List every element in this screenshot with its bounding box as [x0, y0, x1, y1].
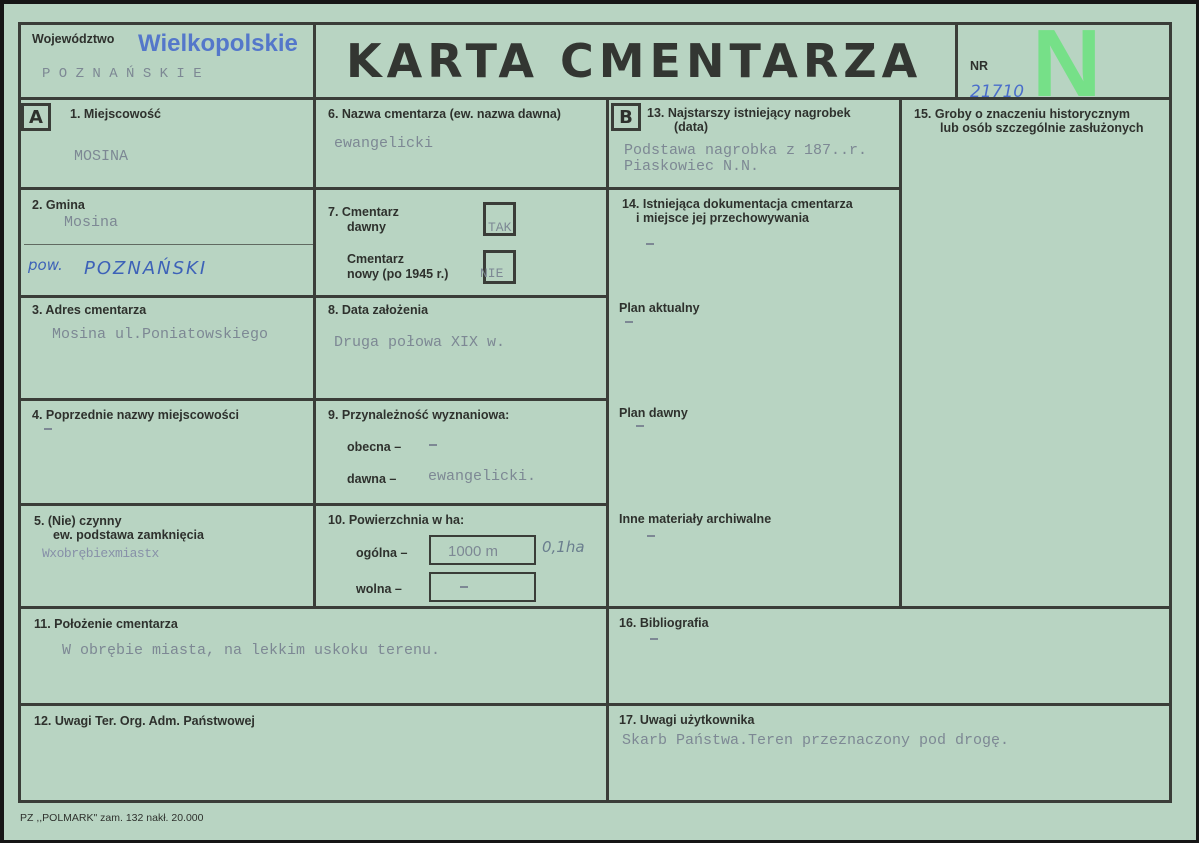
wojewodztwo-label: Województwo: [32, 32, 115, 46]
ogolna-label: ogólna –: [356, 546, 408, 560]
field-7-dawny-label-1: 7. Cmentarz: [328, 205, 399, 219]
field-5-value-struck[interactable]: Wxobrębiexmiastx: [42, 546, 159, 561]
field-16-label: 16. Bibliografia: [619, 616, 709, 630]
field-12-label: 12. Uwagi Ter. Org. Adm. Państwowej: [34, 714, 255, 728]
field-17-label: 17. Uwagi użytkownika: [619, 713, 755, 727]
section-a-badge: A: [21, 103, 51, 131]
field-16-value-dash: [650, 638, 658, 640]
field-10-label: 10. Powierzchnia w ha:: [328, 513, 465, 527]
field-9-label: 9. Przynależność wyznaniowa:: [328, 408, 510, 422]
inne-dash: [647, 535, 655, 537]
obecna-label: obecna –: [347, 440, 402, 454]
plan-aktualny-dash: [625, 321, 633, 323]
plan-dawny-dash: [636, 425, 644, 427]
field-17-value[interactable]: Skarb Państwa.Teren przeznaczony pod drogę.: [622, 732, 1010, 749]
dawna-value[interactable]: ewangelicki.: [428, 468, 537, 485]
field-6-label: 6. Nazwa cmentarza (ew. nazwa dawna): [328, 107, 561, 121]
powiat-prefix: pow.: [28, 256, 63, 274]
field-13-label-2: (data): [674, 120, 709, 134]
field-11-value[interactable]: W obrębie miasta, na lekkim uskoku terenu.: [62, 642, 441, 659]
cemetery-card: [4, 4, 1196, 840]
field-4-label: 4. Poprzednie nazwy miejscowości: [32, 408, 240, 422]
field-5-label-1: 5. (Nie) czynny: [34, 514, 122, 528]
dawny-value: TAK: [488, 220, 512, 235]
field-2-value[interactable]: Mosina: [64, 214, 119, 231]
wolna-value-dash: [460, 586, 468, 588]
printer-imprint: PZ ,,POLMARK" zam. 132 nakł. 20.000: [20, 812, 204, 824]
ogolna-note: 0,1ha: [542, 538, 585, 556]
field-7-nowy-label-2: nowy (po 1945 r.): [347, 267, 449, 281]
field-11-label: 11. Położenie cmentarza: [34, 617, 178, 631]
wolna-box[interactable]: [429, 572, 536, 602]
field-13-value-2[interactable]: Piaskowiec N.N.: [624, 158, 760, 175]
nowy-value: NIE: [480, 266, 504, 281]
green-n-mark: N: [1032, 10, 1102, 117]
field-6-value[interactable]: ewangelicki: [334, 135, 434, 152]
field-15-label-2: lub osób szczególnie zasłużonych: [940, 121, 1144, 135]
field-3-label: 3. Adres cmentarza: [32, 303, 147, 317]
nr-label: NR: [970, 59, 989, 73]
field-13-value-1[interactable]: Podstawa nagrobka z 187..r.: [624, 142, 868, 159]
field-4-value-dash: [44, 428, 52, 430]
field-14-value-dash: [646, 243, 654, 245]
card-title: KARTA CMENTARZA: [346, 34, 923, 88]
wojewodztwo-stamp: Wielkopolskie: [138, 30, 298, 57]
gmina-divider: [24, 244, 314, 245]
field-3-value[interactable]: Mosina ul.Poniatowskiego: [52, 326, 269, 343]
field-5-label-2: ew. podstawa zamknięcia: [53, 528, 204, 542]
field-7-nowy-label-1: Cmentarz: [347, 252, 404, 266]
field-1-label: 1. Miejscowość: [70, 107, 162, 121]
inne-label: Inne materiały archiwalne: [619, 512, 772, 526]
obecna-value-dash: [429, 444, 437, 446]
field-7-dawny-label-2: dawny: [347, 220, 386, 234]
powiat-value: POZNAŃSKI: [84, 258, 208, 279]
field-15-label-1: 15. Groby o znaczeniu historycznym: [914, 107, 1131, 121]
field-1-cell: [18, 100, 316, 190]
section-b-badge: B: [611, 103, 641, 131]
ogolna-value: 1000 m: [448, 543, 499, 560]
field-15-cell: [902, 100, 1172, 609]
field-13-label-1: 13. Najstarszy istniejący nagrobek: [647, 106, 851, 120]
field-1-value[interactable]: MOSINA: [74, 148, 129, 165]
field-14-label-1: 14. Istniejąca dokumentacja cmentarza: [622, 197, 853, 211]
nr-value: 21710: [970, 82, 1025, 102]
field-8-label: 8. Data założenia: [328, 303, 429, 317]
plan-aktualny-label: Plan aktualny: [619, 301, 700, 315]
plan-dawny-label: Plan dawny: [619, 406, 688, 420]
dawna-label: dawna –: [347, 472, 397, 486]
field-2-label: 2. Gmina: [32, 198, 85, 212]
wojewodztwo-typed: P O Z N A Ń S K I E: [42, 66, 202, 82]
field-14-cell: [609, 190, 902, 609]
field-14-label-2: i miejsce jej przechowywania: [636, 211, 809, 225]
field-8-value[interactable]: Druga połowa XIX w.: [334, 334, 506, 351]
wolna-label: wolna –: [356, 582, 402, 596]
